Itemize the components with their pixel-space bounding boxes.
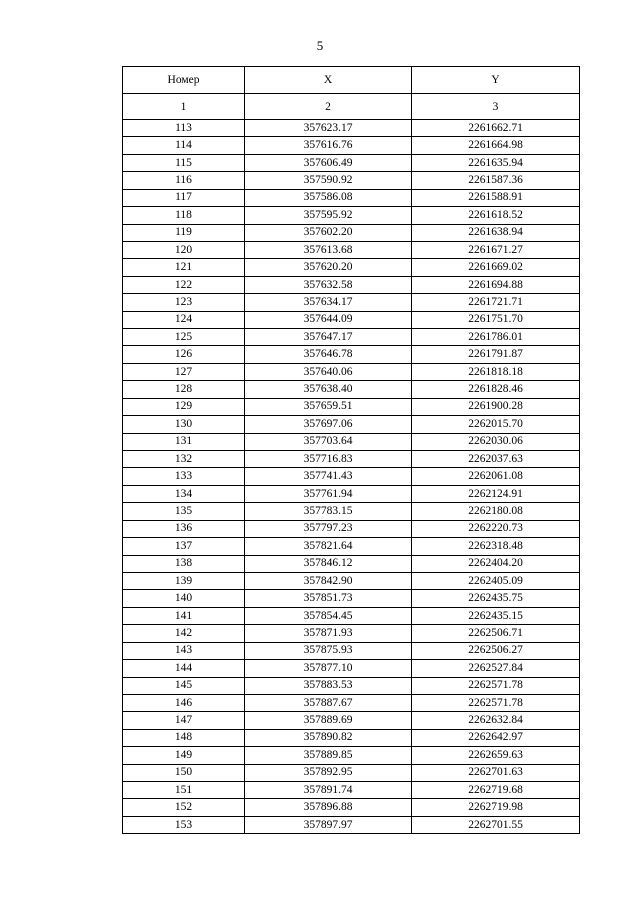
cell-number: 135 — [123, 503, 245, 520]
cell-number: 114 — [123, 137, 245, 154]
cell-number: 152 — [123, 799, 245, 816]
cell-y: 2262571.78 — [412, 694, 580, 711]
cell-x: 357851.73 — [245, 590, 412, 607]
table-row — [123, 747, 580, 764]
cell-y: 2261786.01 — [412, 329, 580, 346]
cell-number: 133 — [123, 468, 245, 485]
table-row — [123, 468, 580, 485]
cell-y: 2261721.71 — [412, 294, 580, 311]
cell-y: 2262220.73 — [412, 520, 580, 537]
cell-number: 115 — [123, 154, 245, 171]
cell-x: 357871.93 — [245, 625, 412, 642]
table-row — [123, 120, 580, 137]
cell-x: 357716.83 — [245, 451, 412, 468]
cell-y: 2261588.91 — [412, 189, 580, 206]
table-row — [123, 363, 580, 380]
cell-number: 137 — [123, 538, 245, 555]
cell-y: 2262719.68 — [412, 782, 580, 799]
cell-number: 126 — [123, 346, 245, 363]
table-row — [123, 625, 580, 642]
cell-number: 145 — [123, 677, 245, 694]
cell-number: 139 — [123, 572, 245, 589]
cell-y: 2262037.63 — [412, 451, 580, 468]
table-row — [123, 398, 580, 415]
cell-x: 357640.06 — [245, 363, 412, 380]
table-row — [123, 642, 580, 659]
table-row — [123, 451, 580, 468]
cell-y: 2261751.70 — [412, 311, 580, 328]
cell-y: 2262571.78 — [412, 677, 580, 694]
cell-number: 120 — [123, 241, 245, 258]
cell-y: 2261828.46 — [412, 381, 580, 398]
cell-y: 2262015.70 — [412, 416, 580, 433]
cell-x: 357846.12 — [245, 555, 412, 572]
cell-x: 357638.40 — [245, 381, 412, 398]
cell-x: 357896.88 — [245, 799, 412, 816]
cell-y: 2262435.15 — [412, 607, 580, 624]
table-row — [123, 207, 580, 224]
cell-number: 131 — [123, 433, 245, 450]
cell-number: 127 — [123, 363, 245, 380]
cell-x: 357602.20 — [245, 224, 412, 241]
cell-y: 2262632.84 — [412, 712, 580, 729]
cell-y: 2262719.98 — [412, 799, 580, 816]
cell-x: 357632.58 — [245, 276, 412, 293]
cell-y: 2262527.84 — [412, 660, 580, 677]
cell-y: 2261618.52 — [412, 207, 580, 224]
table-row — [123, 294, 580, 311]
cell-number: 125 — [123, 329, 245, 346]
cell-number: 116 — [123, 172, 245, 189]
table-row — [123, 172, 580, 189]
table-row — [123, 694, 580, 711]
cell-x: 357897.97 — [245, 816, 412, 833]
cell-x: 357647.17 — [245, 329, 412, 346]
cell-number: 128 — [123, 381, 245, 398]
cell-x: 357797.23 — [245, 520, 412, 537]
cell-x: 357703.64 — [245, 433, 412, 450]
cell-y: 2262701.63 — [412, 764, 580, 781]
cell-number: 141 — [123, 607, 245, 624]
cell-y: 2262180.08 — [412, 503, 580, 520]
cell-number: 148 — [123, 729, 245, 746]
cell-x: 357821.64 — [245, 538, 412, 555]
cell-number: 142 — [123, 625, 245, 642]
cell-y: 2261587.36 — [412, 172, 580, 189]
table-row — [123, 485, 580, 502]
table-row — [123, 520, 580, 537]
column-number-1: 1 — [123, 94, 245, 120]
cell-number: 149 — [123, 747, 245, 764]
cell-y: 2261694.88 — [412, 276, 580, 293]
table-row — [123, 660, 580, 677]
cell-y: 2262404.20 — [412, 555, 580, 572]
cell-x: 357606.49 — [245, 154, 412, 171]
cell-x: 357783.15 — [245, 503, 412, 520]
page-number: 5 — [316, 38, 324, 53]
cell-y: 2262124.91 — [412, 485, 580, 502]
column-number-2: 2 — [245, 94, 412, 120]
cell-number: 121 — [123, 259, 245, 276]
cell-y: 2261664.98 — [412, 137, 580, 154]
cell-x: 357586.08 — [245, 189, 412, 206]
cell-number: 140 — [123, 590, 245, 607]
table-row — [123, 329, 580, 346]
cell-x: 357875.93 — [245, 642, 412, 659]
cell-x: 357889.85 — [245, 747, 412, 764]
table-row — [123, 189, 580, 206]
cell-y: 2261818.18 — [412, 363, 580, 380]
cell-y: 2262435.75 — [412, 590, 580, 607]
cell-y: 2262405.09 — [412, 572, 580, 589]
cell-y: 2261638.94 — [412, 224, 580, 241]
table-body — [123, 120, 580, 834]
table-row — [123, 381, 580, 398]
cell-x: 357697.06 — [245, 416, 412, 433]
cell-y: 2261662.71 — [412, 120, 580, 137]
cell-number: 130 — [123, 416, 245, 433]
cell-x: 357613.68 — [245, 241, 412, 258]
cell-y: 2262701.55 — [412, 816, 580, 833]
cell-x: 357877.10 — [245, 660, 412, 677]
table-row — [123, 816, 580, 833]
table-row — [123, 712, 580, 729]
table-row — [123, 729, 580, 746]
table-row — [123, 764, 580, 781]
cell-x: 357889.69 — [245, 712, 412, 729]
table-row — [123, 782, 580, 799]
cell-number: 124 — [123, 311, 245, 328]
cell-number: 123 — [123, 294, 245, 311]
cell-number: 153 — [123, 816, 245, 833]
table-row — [123, 137, 580, 154]
cell-x: 357595.92 — [245, 207, 412, 224]
cell-x: 357887.67 — [245, 694, 412, 711]
cell-x: 357883.53 — [245, 677, 412, 694]
table-row — [123, 346, 580, 363]
cell-y: 2262506.71 — [412, 625, 580, 642]
table-row — [123, 607, 580, 624]
cell-number: 146 — [123, 694, 245, 711]
cell-number: 151 — [123, 782, 245, 799]
cell-y: 2261635.94 — [412, 154, 580, 171]
table-row — [123, 241, 580, 258]
cell-x: 357646.78 — [245, 346, 412, 363]
cell-x: 357616.76 — [245, 137, 412, 154]
header-x: X — [245, 67, 412, 94]
coordinates-table — [122, 66, 580, 834]
table-row — [123, 538, 580, 555]
table-row — [123, 677, 580, 694]
table-row — [123, 259, 580, 276]
cell-y: 2262506.27 — [412, 642, 580, 659]
cell-y: 2262642.97 — [412, 729, 580, 746]
table-row — [123, 572, 580, 589]
cell-x: 357761.94 — [245, 485, 412, 502]
table-row — [123, 224, 580, 241]
cell-x: 357741.43 — [245, 468, 412, 485]
cell-number: 113 — [123, 120, 245, 137]
cell-x: 357842.90 — [245, 572, 412, 589]
cell-number: 150 — [123, 764, 245, 781]
table-row — [123, 503, 580, 520]
column-number-row — [123, 94, 580, 120]
cell-x: 357854.45 — [245, 607, 412, 624]
cell-y: 2262061.08 — [412, 468, 580, 485]
table-row — [123, 311, 580, 328]
cell-number: 122 — [123, 276, 245, 293]
table-row — [123, 799, 580, 816]
table-row — [123, 590, 580, 607]
cell-x: 357623.17 — [245, 120, 412, 137]
cell-y: 2261671.27 — [412, 241, 580, 258]
cell-number: 119 — [123, 224, 245, 241]
cell-number: 138 — [123, 555, 245, 572]
cell-y: 2261900.28 — [412, 398, 580, 415]
cell-number: 144 — [123, 660, 245, 677]
cell-y: 2261791.87 — [412, 346, 580, 363]
cell-number: 117 — [123, 189, 245, 206]
header-number: Номер — [123, 67, 245, 94]
cell-x: 357892.95 — [245, 764, 412, 781]
cell-x: 357634.17 — [245, 294, 412, 311]
cell-number: 129 — [123, 398, 245, 415]
cell-y: 2262659.63 — [412, 747, 580, 764]
cell-x: 357659.51 — [245, 398, 412, 415]
table-row — [123, 416, 580, 433]
cell-x: 357891.74 — [245, 782, 412, 799]
cell-number: 136 — [123, 520, 245, 537]
cell-number: 147 — [123, 712, 245, 729]
cell-number: 134 — [123, 485, 245, 502]
cell-number: 118 — [123, 207, 245, 224]
cell-x: 357620.20 — [245, 259, 412, 276]
cell-x: 357590.92 — [245, 172, 412, 189]
table-row — [123, 555, 580, 572]
table-row — [123, 154, 580, 171]
table-row — [123, 276, 580, 293]
table-row — [123, 433, 580, 450]
cell-y: 2262030.06 — [412, 433, 580, 450]
cell-y: 2261669.02 — [412, 259, 580, 276]
table-header-row — [123, 67, 580, 94]
cell-x: 357644.09 — [245, 311, 412, 328]
cell-number: 132 — [123, 451, 245, 468]
header-y: Y — [412, 67, 580, 94]
cell-y: 2262318.48 — [412, 538, 580, 555]
cell-number: 143 — [123, 642, 245, 659]
column-number-3: 3 — [412, 94, 580, 120]
cell-x: 357890.82 — [245, 729, 412, 746]
